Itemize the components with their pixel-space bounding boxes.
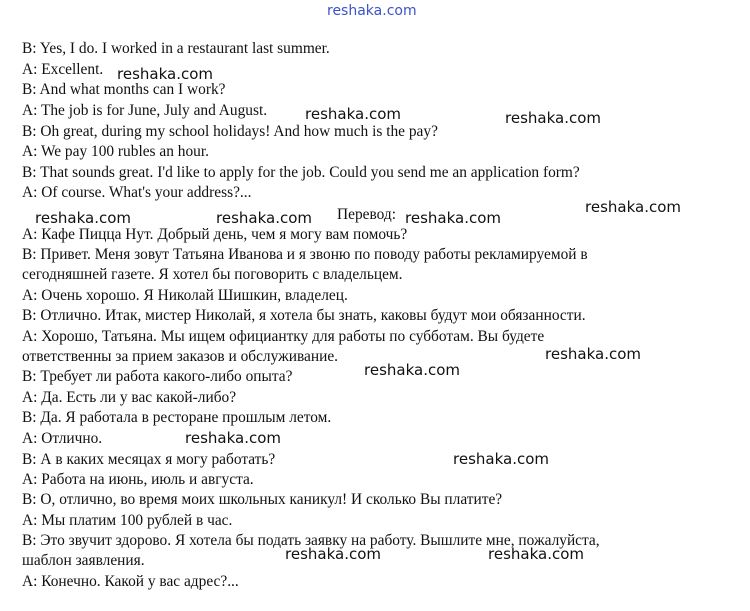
dialogue-line-2: A: Excellent. [22,61,104,78]
translation-line-18: А: Конечно. Какой у вас адрес?... [22,573,239,590]
translation-line-14: B: О, отлично, во время моих школьных каникул! И сколько Вы платите? [22,491,503,508]
watermark: reshaka.com [505,109,601,127]
translation-line-12: B: А в каких месяцах я могу работать? [22,451,276,468]
watermark: reshaka.com [285,545,381,563]
translation-line-2: B: Привет. Меня зовут Татьяна Иванова и я звоню по поводу работы рекламируемой в [22,246,588,263]
dialogue-line-4: A: The job is for June, July and August. [22,102,268,119]
translation-line-13: А: Работа на июнь, июль и августа. [22,471,254,488]
dialogue-line-3: B: And what months can I work? [22,81,226,98]
translation-line-8: B: Требует ли работа какого-либо опыта? [22,368,293,385]
watermark-top: reshaka.com [327,3,417,19]
translation-line-17: шаблон заявления. [22,552,145,569]
watermark: reshaka.com [35,209,131,227]
watermark: reshaka.com [545,345,641,363]
dialogue-line-8: A: Of course. What's your address?... [22,184,252,201]
watermark: reshaka.com [117,65,213,83]
translation-line-10: B: Да. Я работала в ресторане прошлым летом. [22,409,332,426]
watermark: reshaka.com [453,450,549,468]
watermark: reshaka.com [364,361,460,379]
translation-line-15: А: Мы платим 100 рублей в час. [22,512,233,529]
translation-line-16: B: Это звучит здорово. Я хотела бы подать заявку на работу. Вышлите мне, пожалуйста, [22,532,600,549]
watermark: reshaka.com [216,209,312,227]
translation-line-3: сегодняшней газете. Я хотел бы поговорить с владельцем. [22,266,403,283]
translation-line-4: А: Очень хорошо. Я Николай Шишкин, владелец. [22,287,348,304]
translation-line-6: А: Хорошо, Татьяна. Мы ищем официантку для работы по субботам. Вы будете [22,328,545,345]
translation-line-5: B: Отлично. Итак, мистер Николай, я хотела бы знать, каковы будут мои обязанности. [22,307,586,324]
translation-line-9: А: Да. Есть ли у вас какой-либо? [22,389,237,406]
translation-line-1: A: Кафе Пицца Нут. Добрый день, чем я могу вам помочь? [22,226,408,243]
dialogue-line-5: B: Oh great, during my school holidays! And how much is the pay? [22,123,438,140]
dialogue-line-1: B: Yes, I do. I worked in a restaurant last summer. [22,40,330,57]
watermark: reshaka.com [405,209,501,227]
dialogue-line-7: B: That sounds great. I'd like to apply for the job. Could you send me an application form? [22,164,580,181]
dialogue-line-6: A: We pay 100 rubles an hour. [22,143,209,160]
watermark: reshaka.com [585,198,681,216]
translation-line-11: А: Отлично. [22,430,103,447]
translation-heading: Перевод: [337,206,396,223]
translation-line-7: ответственны за прием заказов и обслуживание. [22,348,339,365]
watermark: reshaka.com [185,429,281,447]
watermark: reshaka.com [488,545,584,563]
watermark: reshaka.com [305,105,401,123]
